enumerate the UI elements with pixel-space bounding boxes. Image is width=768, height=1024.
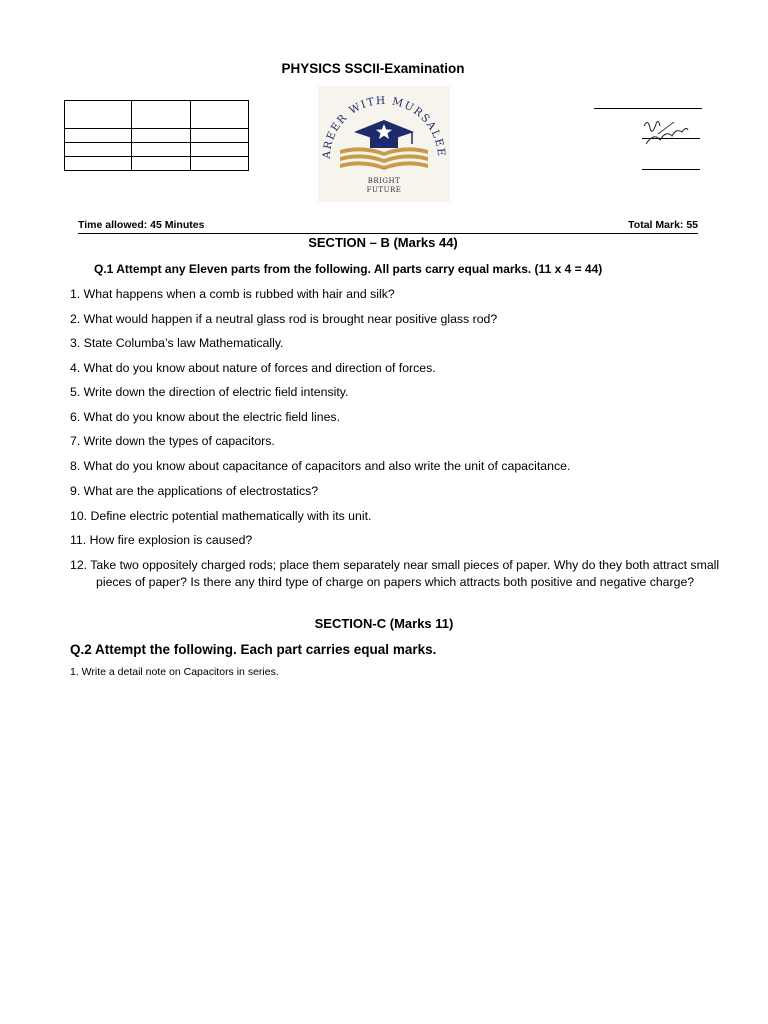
question-item: 6. What do you know about the electric field lines.	[70, 410, 340, 424]
question-item: 4. What do you know about nature of forces and direction of forces.	[70, 361, 436, 375]
question-item: 7. Write down the types of capacitors.	[70, 434, 275, 448]
marks-cell	[65, 143, 132, 157]
marks-cell	[65, 157, 132, 171]
time-allowed: Time allowed: 45 Minutes	[78, 219, 205, 231]
marks-cell	[191, 143, 249, 157]
marks-cell	[132, 157, 191, 171]
question-item: 11. How fire explosion is caused?	[70, 533, 253, 547]
question-item: 5. Write down the direction of electric field intensity.	[70, 385, 349, 399]
question-item: 10. Define electric potential mathematically with its unit.	[70, 509, 372, 523]
question-item: 1. What happens when a comb is rubbed with hair and silk?	[70, 287, 395, 301]
logo-bright-text: BRIGHT	[367, 177, 401, 185]
marks-cell	[132, 101, 191, 129]
question-item: 12. Take two oppositely charged rods; place them separately near small pieces of paper. Why do they both attract small pieces of paper? Is there any third type of charge on papers which attracts both positive and negative charge?	[70, 558, 720, 589]
question-item: 3. State Columba’s law Mathematically.	[70, 336, 284, 350]
handwritten-signature	[638, 114, 690, 146]
institute-logo	[318, 86, 450, 202]
marks-table	[64, 100, 249, 171]
question-item: 8. What do you know about capacitance of capacitors and also write the unit of capacitance.	[70, 459, 571, 473]
section-b-title: SECTION – B (Marks 44)	[308, 235, 458, 250]
signature-block	[590, 100, 705, 175]
marks-cell	[191, 101, 249, 129]
marks-cell	[132, 143, 191, 157]
marks-cell	[191, 129, 249, 143]
question-item: 9. What are the applications of electrostatics?	[70, 484, 319, 498]
marks-cell	[191, 157, 249, 171]
logo-emblem	[318, 86, 450, 202]
page-title: PHYSICS SSCII-Examination	[281, 61, 465, 76]
signature-line	[642, 169, 700, 170]
signature-line	[594, 108, 702, 109]
total-mark: Total Mark: 55	[628, 219, 698, 231]
logo-future-text: FUTURE	[366, 186, 402, 194]
q1-heading: Q.1 Attempt any Eleven parts from the following. All parts carry equal marks. (11 x 4 = 44)	[94, 262, 603, 276]
section-c-title: SECTION-C (Marks 11)	[314, 616, 454, 631]
question-item: 2. What would happen if a neutral glass rod is brought near positive glass rod?	[70, 312, 498, 326]
question-item: 1. Write a detail note on Capacitors in series.	[70, 666, 279, 678]
logo-arc-textpath: AREER WITH MURSALEE	[320, 94, 448, 160]
marks-cell	[65, 101, 132, 129]
exam-meta-row	[78, 219, 698, 234]
q2-heading: Q.2 Attempt the following. Each part carries equal marks.	[70, 642, 437, 657]
marks-cell	[65, 129, 132, 143]
marks-cell	[132, 129, 191, 143]
